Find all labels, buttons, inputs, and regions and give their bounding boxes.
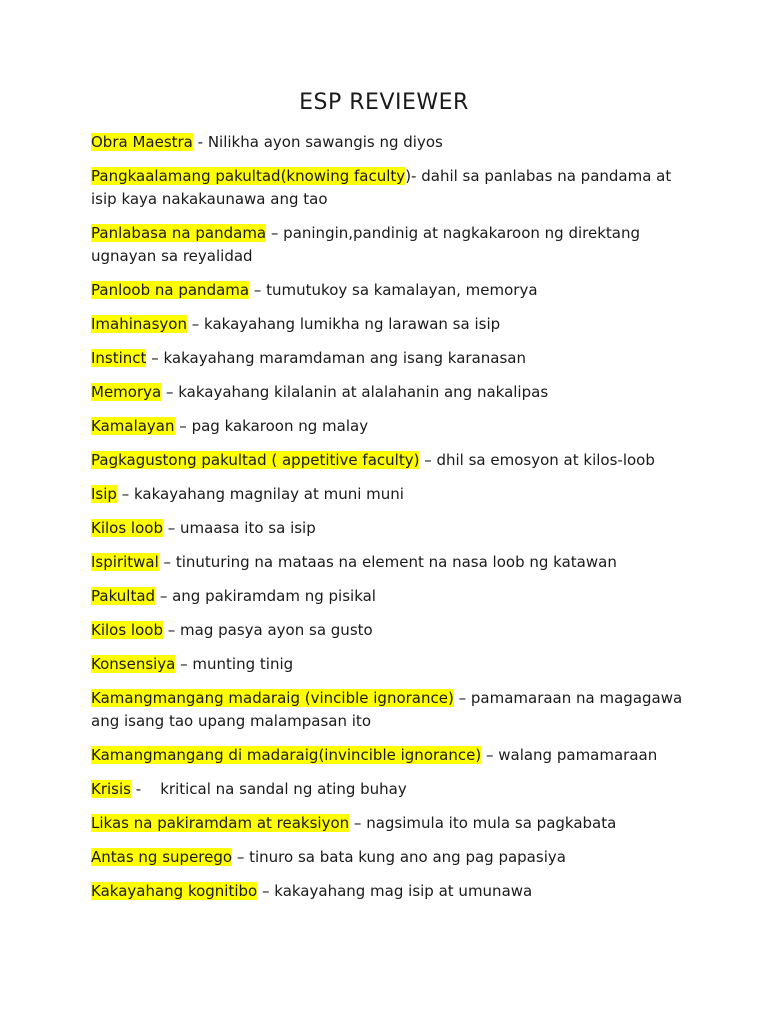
separator: – bbox=[158, 553, 176, 571]
reviewer-list bbox=[91, 131, 691, 914]
term-highlight: Pangkaalamang pakultad(knowing faculty bbox=[91, 167, 406, 185]
list-item bbox=[91, 131, 691, 154]
separator: – bbox=[186, 315, 205, 333]
list-item bbox=[91, 585, 691, 608]
term-highlight: Likas na pakiramdam at reaksiyon bbox=[91, 814, 350, 832]
term-highlight: Pagkagustong pakultad ( appetitive faculty) bbox=[91, 451, 420, 469]
definition: dahil sa panlabas na pandama at isip kaya nakakaunawa ang tao bbox=[91, 167, 672, 208]
separator: - bbox=[130, 780, 161, 798]
list-item bbox=[91, 653, 691, 676]
term-highlight: Antas ng superego bbox=[91, 848, 233, 866]
list-item bbox=[91, 812, 691, 835]
term-highlight: Kilos loob bbox=[91, 621, 163, 639]
term-highlight: Kakayahang kognitibo bbox=[91, 882, 258, 900]
list-item bbox=[91, 415, 691, 438]
separator: – bbox=[155, 587, 173, 605]
list-item bbox=[91, 165, 691, 211]
list-item bbox=[91, 279, 691, 302]
term-highlight: Imahinasyon bbox=[91, 315, 187, 333]
definition: kakayahang magnilay at muni muni bbox=[133, 485, 404, 503]
definition: paningin,pandinig at nagkakaroon ng direktang ugnayan sa reyalidad bbox=[91, 224, 641, 265]
separator: – bbox=[257, 882, 275, 900]
list-item bbox=[91, 687, 691, 733]
definition: ang pakiramdam ng pisikal bbox=[172, 587, 376, 605]
definition: kakayahang mag isip at umunawa bbox=[274, 882, 533, 900]
list-item bbox=[91, 880, 691, 903]
separator: )- bbox=[405, 167, 422, 185]
list-item bbox=[91, 222, 691, 268]
definition: munting tinig bbox=[192, 655, 294, 673]
term-highlight: Memorya bbox=[91, 383, 162, 401]
separator: – bbox=[174, 417, 192, 435]
term-highlight: Isip bbox=[91, 485, 117, 503]
definition: pag kakaroon ng malay bbox=[191, 417, 369, 435]
definition: kakayahang lumikha ng larawan sa isip bbox=[204, 315, 501, 333]
separator: – bbox=[116, 485, 134, 503]
separator: – bbox=[162, 621, 181, 639]
definition: nagsimula ito mula sa pagkabata bbox=[366, 814, 617, 832]
term-highlight: Kamangmangang madaraig (vincible ignorance) bbox=[91, 689, 454, 707]
separator: – bbox=[146, 349, 164, 367]
separator: – bbox=[453, 689, 471, 707]
term-highlight: Panloob na pandama bbox=[91, 281, 250, 299]
term-highlight: Instinct bbox=[91, 349, 147, 367]
list-item bbox=[91, 778, 691, 801]
term-highlight: Obra Maestra bbox=[91, 133, 193, 151]
separator: – bbox=[175, 655, 193, 673]
definition: pamamaraan na magagawa ang isang tao upang malampasan ito bbox=[91, 689, 683, 730]
separator: – bbox=[349, 814, 367, 832]
separator: – bbox=[481, 746, 499, 764]
list-item bbox=[91, 381, 691, 404]
list-item bbox=[91, 517, 691, 540]
page-title: ESP REVIEWER bbox=[299, 90, 469, 115]
list-item bbox=[91, 744, 691, 767]
definition: tumutukoy sa kamalayan, memorya bbox=[266, 281, 538, 299]
definition: tinuro sa bata kung ano ang pag papasiya bbox=[249, 848, 566, 866]
separator: – bbox=[419, 451, 437, 469]
term-highlight: Pakultad bbox=[91, 587, 156, 605]
definition: Nilikha ayon sawangis ng diyos bbox=[207, 133, 443, 151]
separator: - bbox=[192, 133, 208, 151]
definition: kritical na sandal ng ating buhay bbox=[160, 780, 407, 798]
list-item bbox=[91, 313, 691, 336]
separator: – bbox=[161, 383, 179, 401]
term-highlight: Krisis bbox=[91, 780, 131, 798]
separator: – bbox=[266, 224, 284, 242]
definition: walang pamamaraan bbox=[498, 746, 658, 764]
separator: – bbox=[249, 281, 267, 299]
separator: – bbox=[232, 848, 250, 866]
term-highlight: Panlabasa na pandama bbox=[91, 224, 267, 242]
list-item bbox=[91, 846, 691, 869]
list-item bbox=[91, 347, 691, 370]
list-item bbox=[91, 551, 691, 574]
list-item bbox=[91, 619, 691, 642]
list-item bbox=[91, 483, 691, 506]
definition: dhil sa emosyon at kilos-loob bbox=[436, 451, 655, 469]
term-highlight: Konsensiya bbox=[91, 655, 176, 673]
term-highlight: Kilos loob bbox=[91, 519, 163, 537]
term-highlight: Ispiritwal bbox=[91, 553, 159, 571]
definition: kakayahang kilalanin at alalahanin ang nakalipas bbox=[178, 383, 549, 401]
separator: – bbox=[162, 519, 181, 537]
term-highlight: Kamalayan bbox=[91, 417, 175, 435]
definition: tinuturing na mataas na element na nasa loob ng katawan bbox=[175, 553, 617, 571]
definition: mag pasya ayon sa gusto bbox=[180, 621, 373, 639]
definition: umaasa ito sa isip bbox=[180, 519, 316, 537]
list-item bbox=[91, 449, 691, 472]
definition: kakayahang maramdaman ang isang karanasan bbox=[163, 349, 526, 367]
term-highlight: Kamangmangang di madaraig(invincible ignorance) bbox=[91, 746, 482, 764]
